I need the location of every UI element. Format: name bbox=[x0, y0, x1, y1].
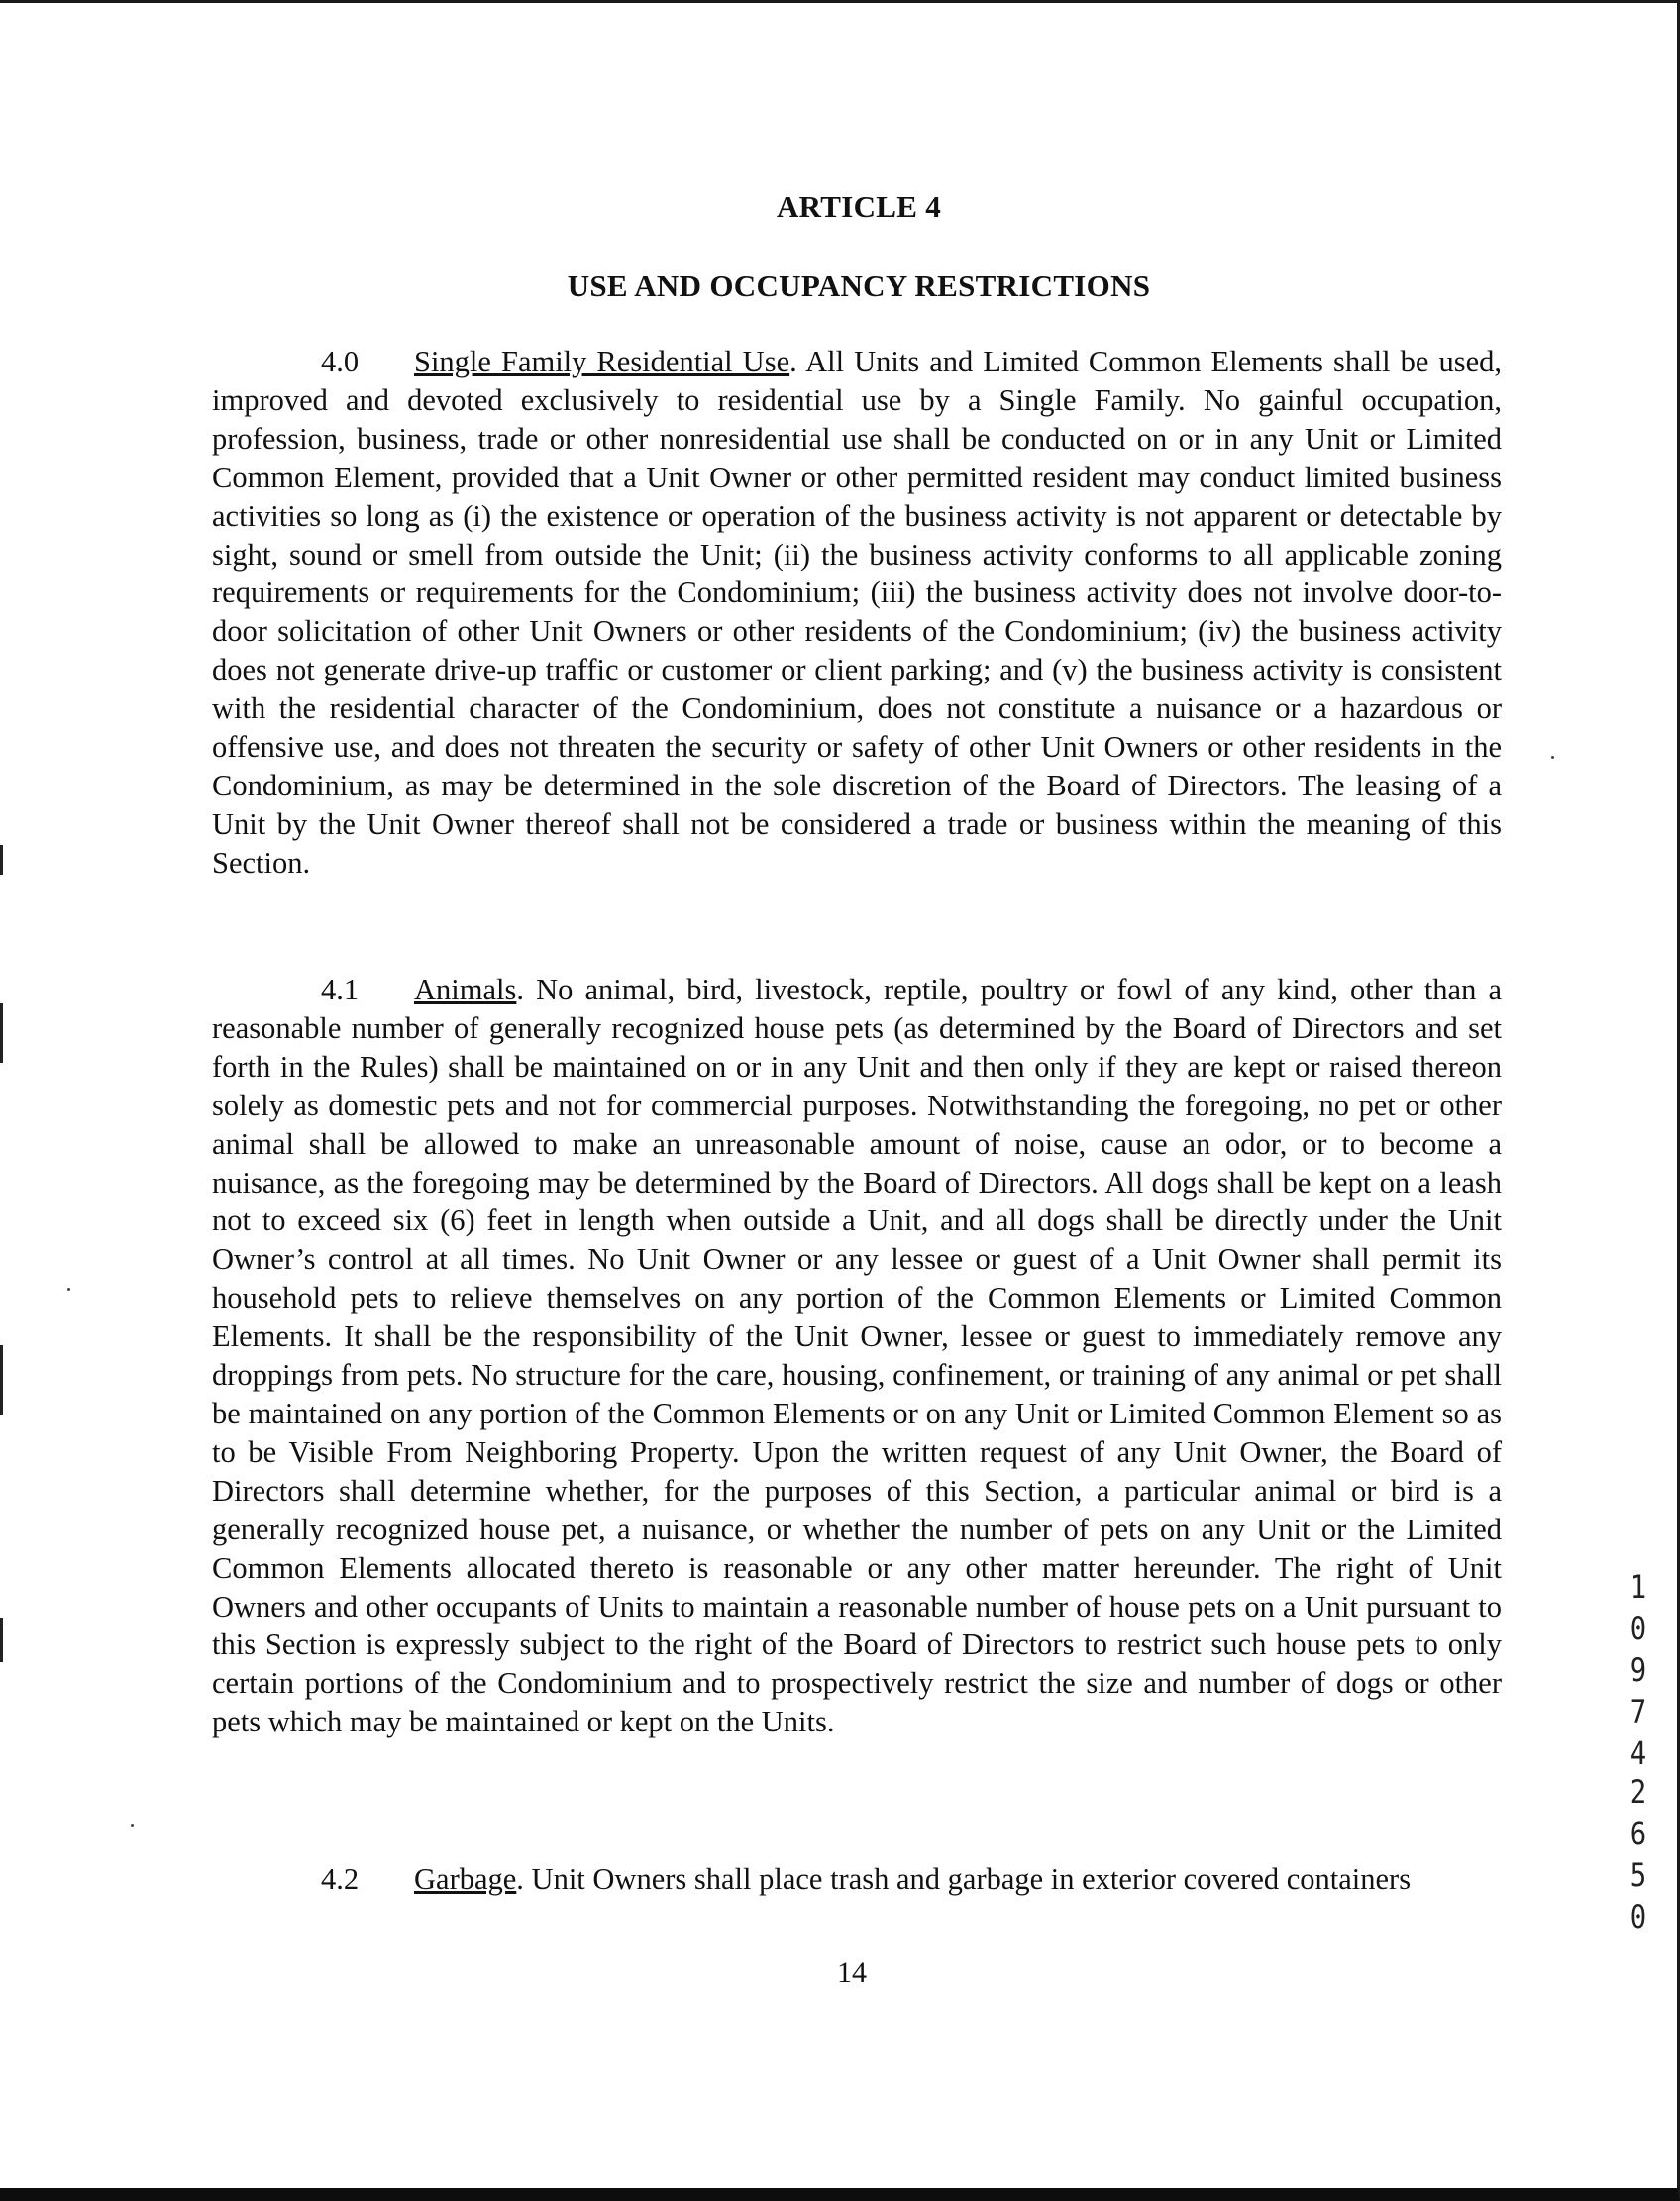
scan-speck bbox=[131, 1824, 134, 1827]
section-title: Animals bbox=[414, 973, 517, 1006]
article-title: USE AND OCCUPANCY RESTRICTIONS bbox=[567, 268, 1151, 303]
stamp-digit: 2 bbox=[1629, 1773, 1647, 1811]
section-body: . No animal, bird, livestock, reptile, poultry or fowl of any kind, other than a reasonable number of generally recognized house pets (as determined by the Board of Directors and set forth in the Rules) shall be maintained on or in any Unit and then only if they are kept or raised thereon solely as domestic pets and not for commercial purposes. Notwithstanding the foregoing, no pet or other animal shall be allowed to make an unreasonable amount of noise, cause an odor, or to become a nuisance, as the foregoing may be determined by the Board of Directors. All dogs shall be kept on a leash not to exceed six (6) feet in length when outside a Unit, and all dogs shall be directly under the Unit Owner’s control at all times. No Unit Owner or any lessee or guest of a Unit Owner shall permit its household pets to relieve themselves on any portion of the Common Elements or Limited Common Elements. It shall be the responsibility of the Unit Owner, lessee or guest to immediately remove any droppings from pets. No structure for the care, housing, confinement, or training of any animal or pet shall be maintained on any portion of the Common Elements or on any Unit or Limited Common Element so as to be Visible From Neighboring Property. Upon the written request of any Unit Owner, the Board of Directors shall determine whether, for the purposes of this Section, a particular animal or bird is a generally recognized house pet, a nuisance, or whether the number of pets on any Unit or the Limited Common Elements allocated thereto is reasonable or any other matter hereunder. The right of Unit Owners and other occupants of Units to maintain a reasonable number of house pets on a Unit pursuant to this Section is expressly subject to the right of the Board of Directors to restrict such house pets to only certain portions of the Condominium and to prospectively restrict the size and number of dogs or other pets which may be maintained or kept on the Units. bbox=[212, 973, 1502, 1739]
recording-stamp-line-2 bbox=[1622, 1771, 1655, 1938]
section-4-2 bbox=[212, 1860, 1502, 1899]
section-title: Garbage bbox=[414, 1862, 517, 1896]
section-number: 4.2 bbox=[321, 1862, 360, 1896]
section-4-0 bbox=[212, 343, 1502, 883]
stamp-digit: 1 bbox=[1629, 1568, 1647, 1606]
stamp-digit: 4 bbox=[1629, 1734, 1647, 1772]
recording-stamp-line-1 bbox=[1622, 1566, 1655, 1774]
scan-edge-mark bbox=[0, 1618, 3, 1662]
stamp-digit: 0 bbox=[1629, 1610, 1647, 1647]
stamp-digit: 5 bbox=[1629, 1856, 1647, 1894]
section-4-1 bbox=[212, 971, 1502, 1741]
scan-speck bbox=[67, 1288, 70, 1291]
scan-edge-mark bbox=[0, 845, 3, 875]
stamp-digit: 7 bbox=[1629, 1693, 1647, 1730]
section-title: Single Family Residential Use bbox=[414, 345, 790, 378]
stamp-digit: 9 bbox=[1629, 1651, 1647, 1689]
page-number: 14 bbox=[837, 1956, 867, 1989]
section-body: . Unit Owners shall place trash and garbage in exterior covered containers bbox=[516, 1862, 1412, 1896]
stamp-digit: 0 bbox=[1629, 1898, 1647, 1936]
scan-edge-mark bbox=[0, 1003, 3, 1063]
scan-edge-mark bbox=[0, 1345, 3, 1415]
section-number: 4.1 bbox=[321, 973, 360, 1006]
section-body: . All Units and Limited Common Elements shall be used, improved and devoted exclusively to residential use by a Single Family. No gainful occupation, profession, business, trade or other nonresidential use shall be conducted on or in any Unit or Limited Common Element, provided that a Unit Owner or other permitted resident may conduct limited business activities so long as (i) the existence or operation of the business activity is not apparent or detectable by sight, sound or smell from outside the Unit; (ii) the business activity conforms to all applicable zoning requirements or requirements for the Condominium; (iii) the business activity does not involve door-to-door solicitation of other Unit Owners or other residents of the Condominium; (iv) the business activity does not generate drive-up traffic or customer or client parking; and (v) the business activity is consistent with the residential character of the Condominium, does not constitute a nuisance or a hazardous or offensive use, and does not threaten the security or safety of other Unit Owners or other residents in the Condominium, as may be determined in the sole discretion of the Board of Directors. The leasing of a Unit by the Unit Owner thereof shall not be considered a trade or business within the meaning of this Section. bbox=[212, 345, 1502, 880]
section-number: 4.0 bbox=[321, 345, 360, 378]
stamp-digit: 6 bbox=[1629, 1815, 1647, 1852]
scan-speck bbox=[1551, 756, 1554, 759]
article-heading: ARTICLE 4 bbox=[776, 189, 942, 224]
